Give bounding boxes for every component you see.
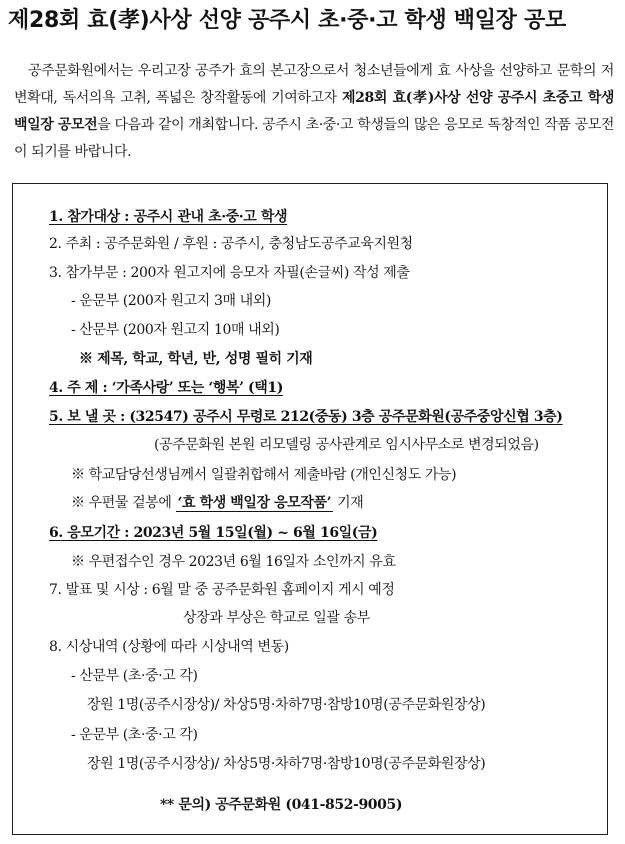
- intro-text-2: 을 다음과 같이 개최합니다. 공주시 초·중·고 학생들의 많은 응모로 독창적인 작품 공모전이 되기를 바랍니다.: [14, 117, 614, 160]
- item-mailing-address: 5. 보 낼 곳 : (32547) 공주시 무령로 212(중동) 3층 공주문화원(공주중앙신협 3층): [49, 409, 563, 425]
- item-verse-awards-heading: - 운문부 (초·중·고 각): [71, 727, 198, 743]
- page-title: 제28회 효(孝)사상 선양 공주시 초·중·고 학생 백일장 공모: [8, 8, 566, 33]
- item-announcement: 7. 발표 및 시상 : 6월 말 중 공주문화원 홈페이지 게시 예정: [49, 582, 395, 598]
- item-application-period: 6. 응모기간 : 2023년 5월 15일(월) ~ 6월 16일(금): [49, 525, 378, 541]
- item-required-info-note: ※ 제목, 학교, 학년, 반, 성명 필히 기재: [79, 351, 313, 367]
- envelope-label-highlight: ‘효 학생 백일장 응모작품’: [177, 495, 332, 511]
- envelope-note-prefix: ※ 우편물 겉봉에: [71, 495, 176, 511]
- item-prose-awards-heading: - 산문부 (초·중·고 각): [71, 668, 198, 684]
- item-award-delivery: 상장과 부상은 학교로 일괄 송부: [183, 610, 370, 626]
- item-batch-submission-note: ※ 학교담당선생님께서 일괄취합해서 제출바람 (개인신청도 가능): [71, 467, 457, 483]
- item-awards-heading: 8. 시상내역 (상황에 따라 시상내역 변동): [49, 639, 289, 655]
- item-categories: 3. 참가부문 : 200자 원고지에 응모자 자필(손글씨) 작성 제출: [49, 265, 410, 281]
- item-prose-awards: 장원 1명(공주시장상)/ 차상5명·차하7명·참방10명(공주문화원장상): [87, 697, 486, 713]
- item-organizer: 2. 주최 : 공주문화원 / 후원 : 공주시, 충청남도공주교육지원청: [49, 236, 413, 252]
- item-prose-category: - 산문부 (200자 원고지 10매 내외): [71, 322, 280, 338]
- item-postmark-note: ※ 우편접수인 경우 2023년 6월 16일자 소인까지 유효: [71, 554, 396, 570]
- intro-contest-name: 제28회 효(孝)사상 선양 공주시 초중고 학생 백일장 공모전: [14, 90, 614, 133]
- envelope-note-suffix: 기재: [333, 495, 364, 511]
- item-verse-category: - 운문부 (200자 원고지 3매 내외): [71, 293, 271, 309]
- details-box: [12, 183, 608, 835]
- item-verse-awards: 장원 1명(공주시장상)/ 차상5명·차하7명·참방10명(공주문화원장상): [87, 756, 486, 772]
- item-envelope-note: [71, 493, 363, 513]
- intro-paragraph: [14, 58, 614, 166]
- item-participants: 1. 참가대상 : 공주시 관내 초·중·고 학생: [49, 209, 288, 225]
- intro-text-1: 공주문화원에서는 우리고장 공주가 효의 본고장으로서 청소년들에게 효 사상을 선양하고 문학의 저변확대, 독서의욕 고취, 폭넓은 창작활동에 기여하고자: [14, 63, 614, 106]
- item-theme: 4. 주 제 : ‘가족사랑’ 또는 ‘행복’ (택1): [49, 380, 283, 396]
- item-temporary-office-note: (공주문화원 본원 리모델링 공사관계로 임시사무소로 변경되었음): [154, 437, 539, 453]
- contact-info: ** 문의) 공주문화원 (041-852-9005): [160, 797, 403, 813]
